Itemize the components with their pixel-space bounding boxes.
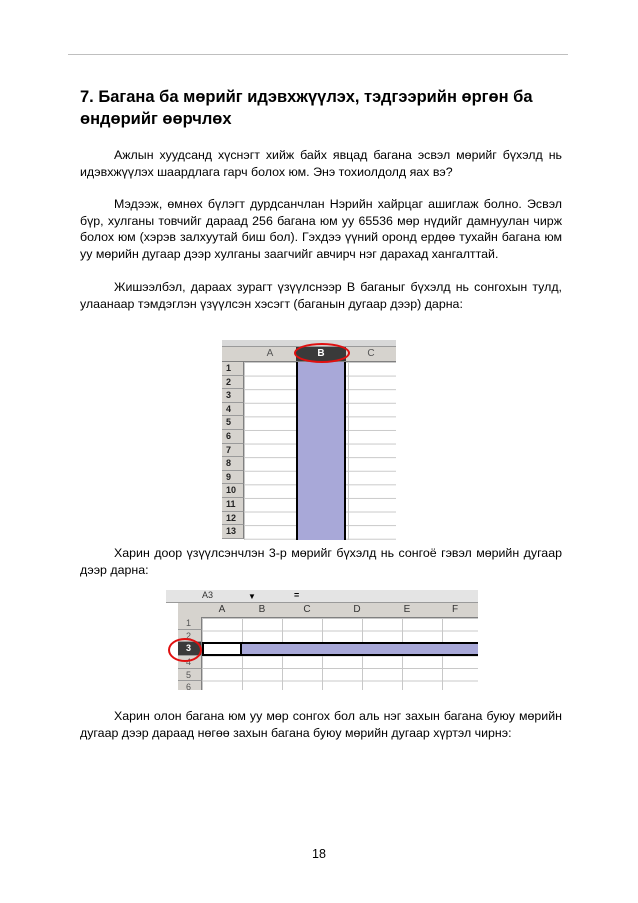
highlight-circle bbox=[168, 638, 202, 662]
highlight-circle bbox=[294, 343, 350, 363]
selected-row-3 bbox=[202, 642, 478, 656]
corner-header[interactable] bbox=[222, 347, 245, 362]
column-header-c[interactable]: C bbox=[346, 347, 396, 362]
section-heading: 7. Багана ба мөрийг идэвхжүүлэх, тэдгээрийн өргөн ба өндөрийг өөрчлөх bbox=[80, 88, 533, 128]
column-header-c[interactable]: C bbox=[282, 603, 333, 618]
row-header-4[interactable]: 4 bbox=[222, 403, 244, 417]
column-header-e[interactable]: E bbox=[382, 603, 433, 618]
row-header-10[interactable]: 10 bbox=[222, 484, 244, 498]
row-header-6[interactable]: 6 bbox=[178, 681, 202, 690]
header-rule bbox=[68, 54, 568, 55]
page-number: 18 bbox=[312, 847, 326, 861]
corner-header[interactable] bbox=[178, 603, 203, 618]
dropdown-arrow-icon[interactable]: ▼ bbox=[248, 592, 256, 601]
column-header-d[interactable]: D bbox=[332, 603, 383, 618]
row-header-5[interactable]: 5 bbox=[222, 416, 244, 430]
paragraph-2: Мэдээж, өмнөх бүлэгт дурдсанчлан Нэрийн хайрцаг ашиглаж болно. Эсвэл бүр, хулганы товчийг дараад 256 багана юм уу 65536 мөр нүдийг дамнуулан чирж болох юм (хэрэв залхуутай биш бол). Гэхдээ үүний оронд ердөө тухайн багана юм уу мөрийн дугаар дээр хулганы заагчийг авчирч нэг дарахад хангалттай. bbox=[80, 197, 562, 261]
column-header-b[interactable]: B bbox=[296, 347, 347, 362]
column-header-a[interactable]: A bbox=[244, 347, 297, 362]
row-header-9[interactable]: 9 bbox=[222, 471, 244, 485]
formula-equals-icon[interactable]: = bbox=[294, 590, 300, 600]
name-box[interactable]: A3 bbox=[202, 590, 214, 600]
row-header-11[interactable]: 11 bbox=[222, 498, 244, 512]
paragraph-4: Харин доор үзүүлсэнчлэн 3-р мөрийг бүхэлд нь сонгоё гэвэл мөрийн дугаар дээр дарна: bbox=[80, 546, 562, 577]
row-header-2[interactable]: 2 bbox=[222, 376, 244, 390]
paragraph-1: Ажлын хуудсанд хүснэгт хийж байх явцад багана эсвэл мөрийг бүхэлд нь идэвхжүүлэх шаардлага гарч болох юм. Энэ тохиолдолд яах вэ? bbox=[80, 148, 562, 179]
row-header-2[interactable]: 2 bbox=[178, 630, 202, 643]
paragraph-5: Харин олон багана юм уу мөр сонгох бол аль нэг захын багана буюу мөрийн дугаар дээр дараад нөгөө захын багана буюу мөрийн дугаар хүртэл чирнэ: bbox=[80, 709, 562, 740]
column-header-f[interactable]: F bbox=[432, 603, 478, 618]
row-header-12[interactable]: 12 bbox=[222, 512, 244, 526]
row-header-3[interactable]: 3 bbox=[178, 642, 202, 656]
selected-column-b bbox=[296, 362, 346, 540]
row-header-7[interactable]: 7 bbox=[222, 444, 244, 458]
row-header-6[interactable]: 6 bbox=[222, 430, 244, 444]
row-header-8[interactable]: 8 bbox=[222, 457, 244, 471]
figure-row-selection bbox=[166, 590, 478, 690]
row-header-1[interactable]: 1 bbox=[178, 617, 202, 630]
row-header-13[interactable]: 13 bbox=[222, 525, 244, 539]
figure-column-selection bbox=[222, 340, 396, 540]
row-header-4[interactable]: 4 bbox=[178, 656, 202, 669]
column-header-a[interactable]: A bbox=[202, 603, 243, 618]
row-header-1[interactable]: 1 bbox=[222, 362, 244, 376]
active-cell bbox=[202, 642, 242, 656]
paragraph-3: Жишээлбэл, дараах зурагт үзүүлснээр B баганыг бүхэлд нь сонгохын тулд, улаанаар тэмдэглэн үзүүлсэн хэсэгт (баганын дугаар дээр) дарна: bbox=[80, 280, 562, 311]
row-header-5[interactable]: 5 bbox=[178, 669, 202, 682]
column-header-b[interactable]: B bbox=[242, 603, 283, 618]
row-header-3[interactable]: 3 bbox=[222, 389, 244, 403]
